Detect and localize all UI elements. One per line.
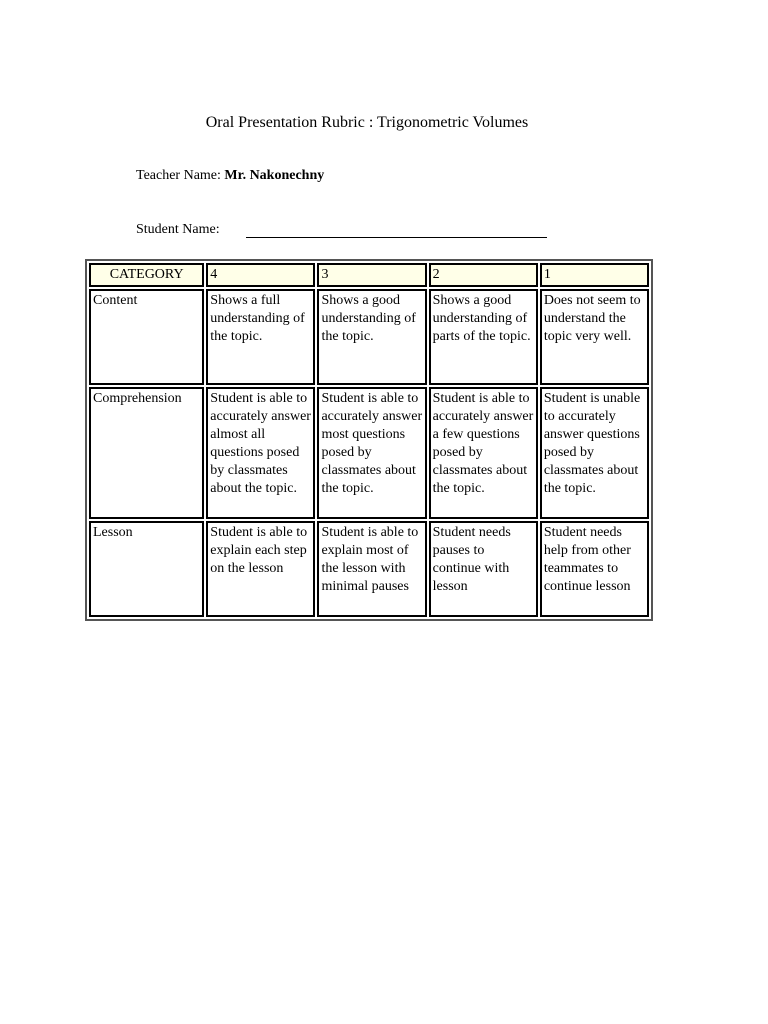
rubric-row-lesson	[89, 521, 649, 617]
rubric-row-comprehension	[89, 387, 649, 519]
category-cell: Content	[89, 289, 204, 385]
header-score-1: 1	[540, 263, 649, 287]
teacher-name: Mr. Nakonechny	[224, 168, 325, 183]
criteria-cell: Student is unable to accurately answer questions posed by classmates about the topic.	[540, 387, 649, 519]
criteria-cell: Student is able to accurately answer most questions posed by classmates about the topic.	[317, 387, 426, 519]
teacher-label: Teacher Name:	[136, 168, 221, 183]
criteria-cell: Student needs pauses to continue with lesson	[429, 521, 538, 617]
criteria-cell: Student is able to accurately answer almost all questions posed by classmates about the topic.	[206, 387, 315, 519]
criteria-cell: Student is able to explain each step on the lesson	[206, 521, 315, 617]
rubric-row-content	[89, 289, 649, 385]
header-category: CATEGORY	[89, 263, 204, 287]
criteria-cell: Shows a full understanding of the topic.	[206, 289, 315, 385]
category-cell: Comprehension	[89, 387, 204, 519]
teacher-line	[136, 168, 324, 184]
criteria-cell: Student needs help from other teammates to continue lesson	[540, 521, 649, 617]
criteria-cell: Shows a good understanding of the topic.	[317, 289, 426, 385]
student-name-blank-line	[246, 237, 547, 238]
student-label: Student Name:	[136, 222, 220, 237]
rubric-header-row	[89, 263, 649, 287]
criteria-cell: Student is able to accurately answer a few questions posed by classmates about the topic.	[429, 387, 538, 519]
category-cell: Lesson	[89, 521, 204, 617]
criteria-cell: Does not seem to understand the topic very well.	[540, 289, 649, 385]
header-score-3: 3	[317, 263, 426, 287]
rubric-table	[85, 259, 653, 621]
criteria-cell: Shows a good understanding of parts of the topic.	[429, 289, 538, 385]
header-score-4: 4	[206, 263, 315, 287]
criteria-cell: Student is able to explain most of the lesson with minimal pauses	[317, 521, 426, 617]
document-title: Oral Presentation Rubric : Trigonometric Volumes	[205, 114, 529, 131]
header-score-2: 2	[429, 263, 538, 287]
